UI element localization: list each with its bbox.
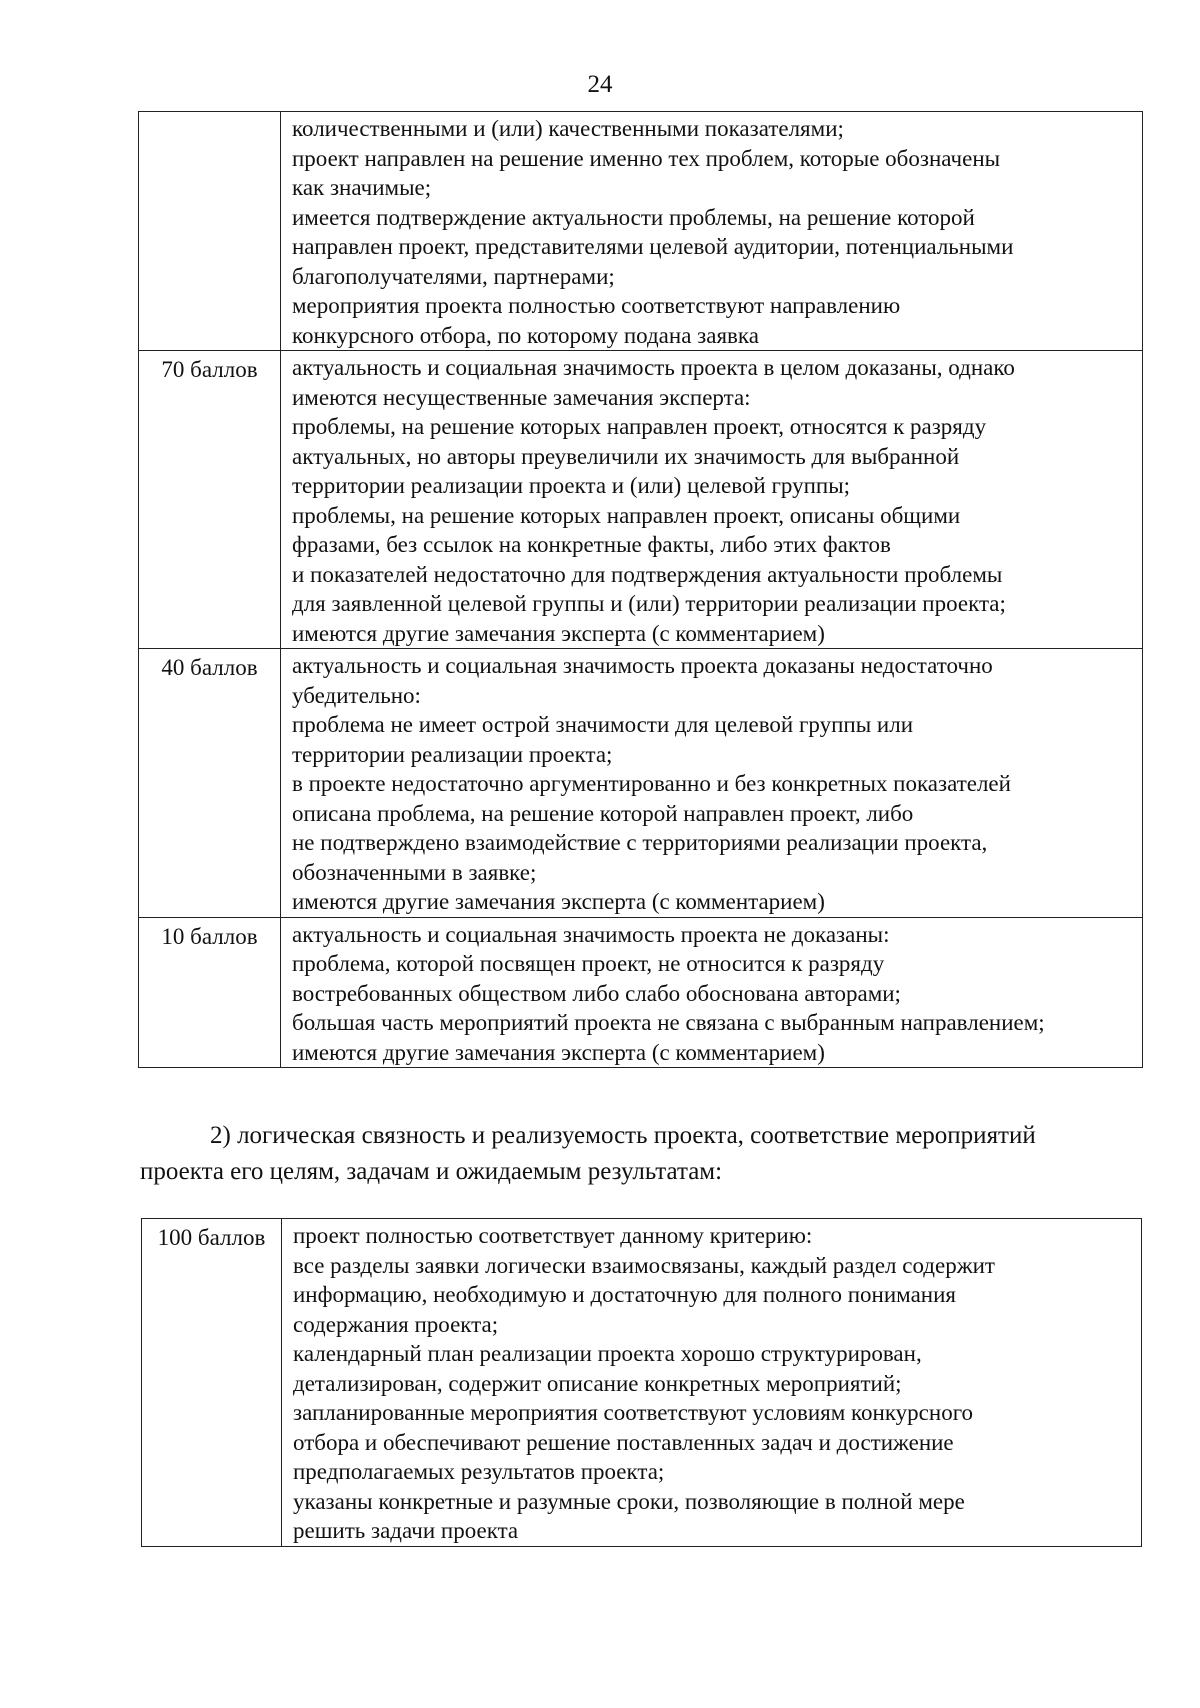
section-2-heading-line-1: 2) логическая связность и реализуемость проекта, соответствие мероприятий — [210, 1122, 1036, 1149]
criteria-text-line: территории реализации проекта; — [292, 741, 613, 767]
criteria-table-1-body — [139, 112, 1143, 1068]
criteria-text-line: проблемы, на решение которых направлен проект, описаны общими — [292, 502, 961, 528]
criteria-text-line: решить задачи проекта — [293, 1518, 519, 1543]
criteria-text-line: проблема не имеет острой значимости для целевой группы или — [292, 712, 914, 737]
criteria-text-line: обозначенными в заявке; — [292, 859, 537, 885]
criteria-text-line: календарный план реализации проекта хорошо структурирован, — [293, 1341, 922, 1366]
criteria-text-line: большая часть мероприятий проекта не связана с выбранным направлением; — [292, 1010, 1045, 1035]
table-row — [139, 112, 1143, 351]
criteria-text-line: предполагаемых результатов проекта; — [293, 1459, 665, 1484]
criteria-text-line: имеется подтверждение актуальности проблемы, на решение которой — [292, 204, 975, 230]
criteria-text-line: мероприятия проекта полностью соответствуют направлению — [292, 293, 901, 318]
score-cell: 100 баллов — [142, 1219, 282, 1547]
criteria-text-line: не подтверждено взаимодействие с территориями реализации проекта, — [292, 830, 988, 855]
criteria-text-line: все разделы заявки логически взаимосвязаны, каждый раздел содержит — [293, 1252, 995, 1278]
criteria-text-line: информацию, необходимую и достаточную для полного понимания — [293, 1282, 956, 1307]
criteria-text-line: проблема, которой посвящен проект, не относится к разряду — [292, 951, 885, 976]
criteria-text-line: территории реализации проекта и (или) целевой группы; — [292, 473, 851, 498]
criteria-description-cell — [281, 112, 1143, 351]
section-2-heading — [140, 1118, 1144, 1190]
criteria-description-cell — [281, 917, 1143, 1068]
criteria-description-cell — [281, 351, 1143, 649]
criteria-text-line: как значимые; — [292, 175, 432, 200]
score-cell: 10 баллов — [139, 917, 281, 1068]
score-cell: 70 баллов — [139, 351, 281, 649]
criteria-text-line: имеются другие замечания эксперта (с комментарием) — [292, 620, 825, 646]
table-row — [139, 917, 1143, 1068]
criteria-text-line: детализирован, содержит описание конкретных мероприятий; — [293, 1370, 902, 1396]
criteria-text-line: направлен проект, представителями целевой аудитории, потенциальными — [292, 234, 1014, 259]
criteria-text-line: запланированные мероприятия соответствуют условиям конкурсного — [293, 1400, 974, 1425]
criteria-text-line: актуальность и социальная значимость проекта не доказаны: — [292, 921, 890, 947]
criteria-text-line: востребованных обществом либо слабо обоснована авторами; — [292, 980, 901, 1006]
criteria-text-line: актуальность и социальная значимость проекта в целом доказаны, однако — [292, 355, 1015, 380]
criteria-table-1 — [138, 111, 1143, 1068]
criteria-text-line: проект полностью соответствует данному критерию: — [293, 1223, 813, 1248]
criteria-text-line: содержания проекта; — [293, 1311, 499, 1337]
criteria-text-line: актуальность и социальная значимость проекта доказаны недостаточно — [292, 653, 993, 678]
score-cell — [139, 112, 281, 351]
criteria-text-line: отбора и обеспечивают решение поставленных задач и достижение — [293, 1429, 954, 1455]
criteria-text-line: указаны конкретные и разумные сроки, позволяющие в полной мере — [293, 1488, 965, 1514]
page-number: 24 — [587, 71, 613, 98]
score-cell: 40 баллов — [139, 649, 281, 918]
criteria-text-line: и показателей недостаточно для подтверждения актуальности проблемы — [292, 561, 1003, 587]
criteria-table-2 — [141, 1218, 1142, 1547]
criteria-text-line: имеются другие замечания эксперта (с комментарием) — [292, 1039, 825, 1065]
criteria-text-line: имеются несущественные замечания эксперта: — [292, 384, 751, 410]
table-row — [142, 1219, 1142, 1547]
criteria-description-cell — [282, 1219, 1142, 1547]
criteria-text-line: количественными и (или) качественными показателями; — [292, 116, 844, 141]
criteria-table-2-body — [142, 1219, 1142, 1547]
criteria-text-line: в проекте недостаточно аргументированно и без конкретных показателей — [292, 771, 1011, 796]
criteria-text-line: благополучателями, партнерами; — [292, 263, 615, 289]
criteria-text-line: убедительно: — [292, 682, 421, 708]
criteria-text-line: конкурсного отбора, по которому подана заявка — [292, 322, 759, 348]
criteria-text-line: актуальных, но авторы преувеличили их значимость для выбранной — [292, 443, 960, 469]
criteria-text-line: проблемы, на решение которых направлен проект, относятся к разряду — [292, 414, 987, 439]
criteria-text-line: описана проблема, на решение которой направлен проект, либо — [292, 800, 914, 826]
section-2-heading-line-2: проекта его целям, задачам и ожидаемым результатам: — [140, 1158, 723, 1185]
criteria-description-cell — [281, 649, 1143, 918]
criteria-text-line: имеются другие замечания эксперта (с комментарием) — [292, 889, 825, 914]
table-row — [139, 649, 1143, 918]
table-row — [139, 351, 1143, 649]
criteria-text-line: для заявленной целевой группы и (или) территории реализации проекта; — [292, 591, 1006, 616]
criteria-text-line: фразами, без ссылок на конкретные факты, либо этих фактов — [292, 532, 891, 557]
criteria-text-line: проект направлен на решение именно тех проблем, которые обозначены — [292, 145, 1001, 171]
